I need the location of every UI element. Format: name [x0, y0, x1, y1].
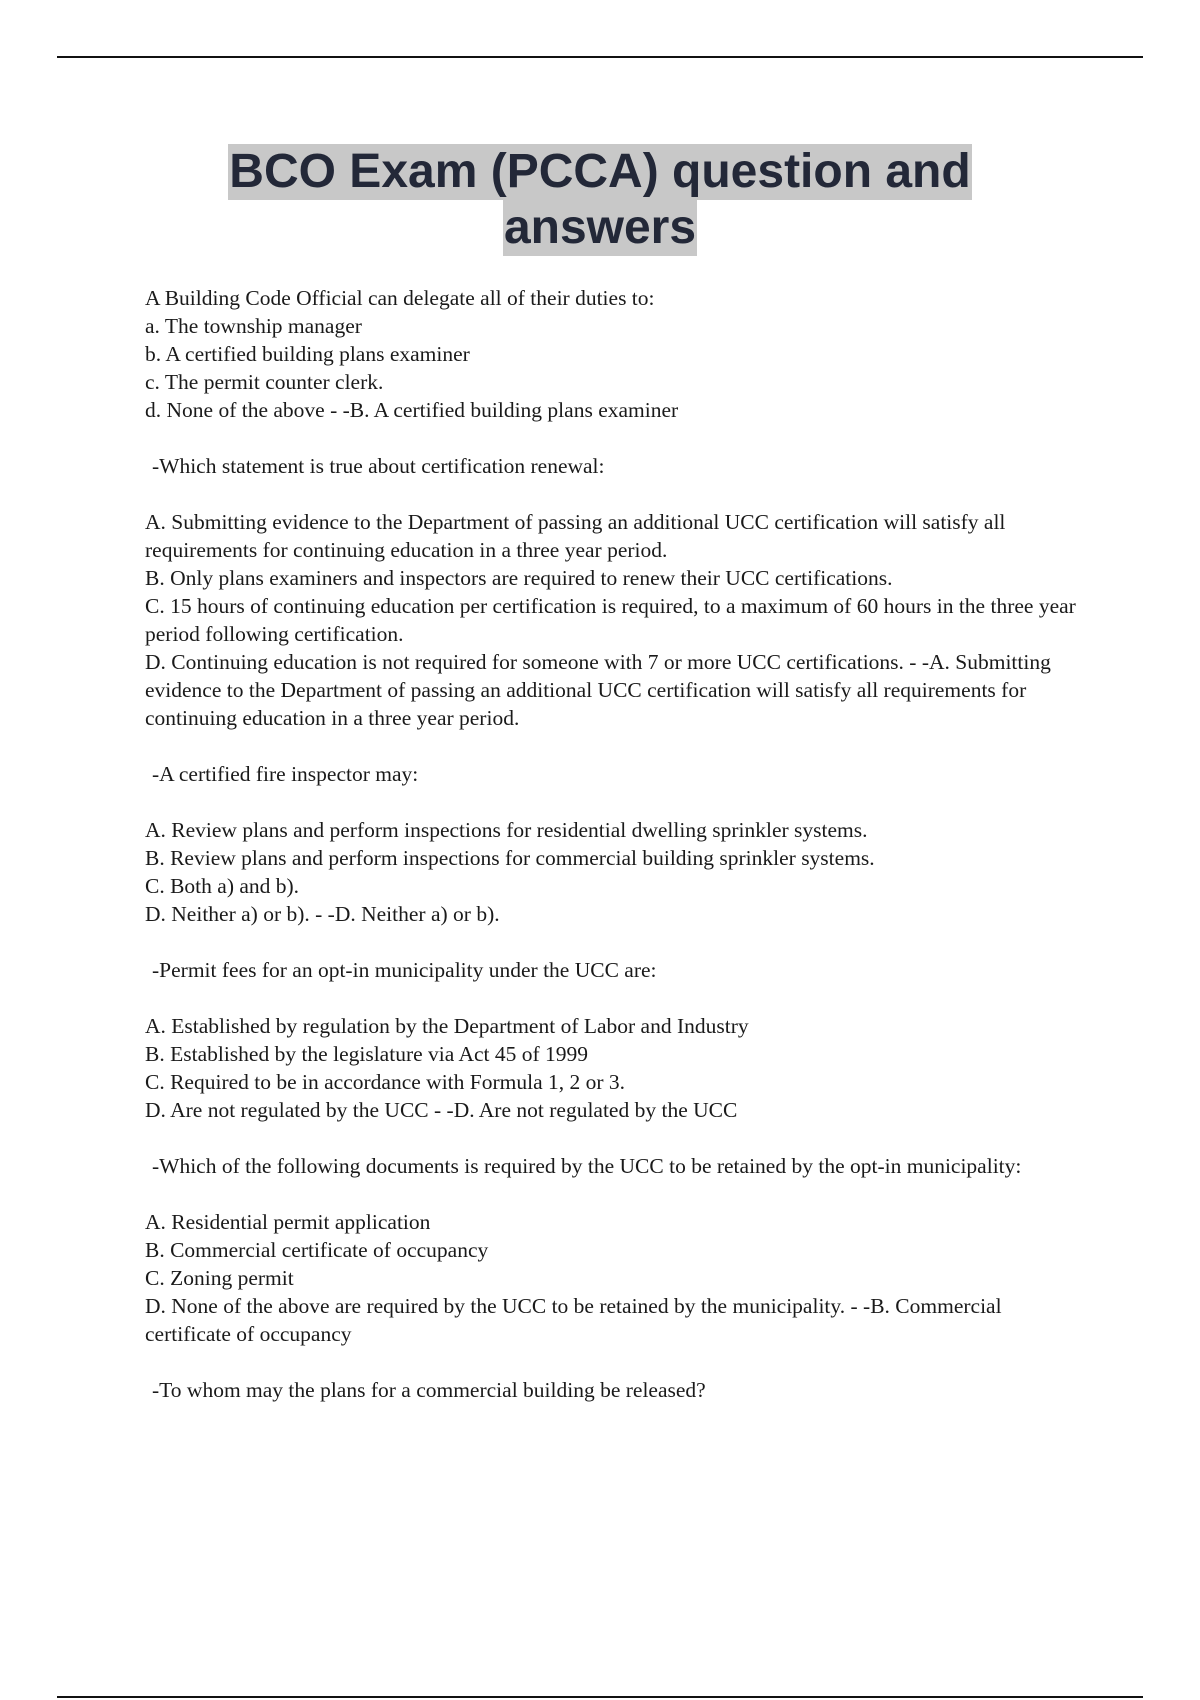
- answer-option-c: C. Both a) and b).: [145, 874, 300, 898]
- answer-option-c: C. Required to be in accordance with Formula 1, 2 or 3.: [145, 1070, 626, 1094]
- question-text: -Which of the following documents is required by the UCC to be retained by the opt-in municipality:: [152, 1154, 1022, 1178]
- bottom-rule: [57, 1696, 1143, 1698]
- question-text: A Building Code Official can delegate all of their duties to:: [145, 286, 655, 310]
- answer-option-b: B. Established by the legislature via Act 45 of 1999: [145, 1042, 589, 1066]
- question-block-3: [145, 760, 1090, 928]
- document-body: [145, 284, 1090, 1404]
- question-text: -A certified fire inspector may:: [152, 762, 419, 786]
- title-line-2: answers: [503, 201, 697, 254]
- answer-option-b: B. Review plans and perform inspections for commercial building sprinkler systems.: [145, 846, 875, 870]
- question-text: -Which statement is true about certification renewal:: [152, 454, 605, 478]
- question-block-4: [145, 956, 1090, 1124]
- answer-option-b: B. Commercial certificate of occupancy: [145, 1238, 489, 1262]
- title-line-1: BCO Exam (PCCA) question and: [229, 145, 971, 198]
- answer-option-c: C. Zoning permit: [145, 1266, 294, 1290]
- answer-option-a: A. Established by regulation by the Department of Labor and Industry: [145, 1014, 749, 1038]
- question-block-6: [145, 1376, 1090, 1404]
- document-title: [0, 144, 1200, 256]
- answer-option-b: B. Only plans examiners and inspectors are required to renew their UCC certifications.: [145, 566, 893, 590]
- answer-option-a: A. Residential permit application: [145, 1210, 431, 1234]
- answer-option-a: A. Submitting evidence to the Department of passing an additional UCC certification will satisfy all requirements for continuing education in a three year period.: [145, 510, 1011, 562]
- question-block-1: [145, 284, 1090, 424]
- answer-option-c: c. The permit counter clerk.: [145, 370, 384, 394]
- answer-option-d: D. Neither a) or b). - -D. Neither a) or b).: [145, 902, 500, 926]
- answer-option-a: a. The township manager: [145, 314, 362, 338]
- question-block-2: [145, 452, 1090, 732]
- answer-option-a: A. Review plans and perform inspections for residential dwelling sprinkler systems.: [145, 818, 868, 842]
- answer-option-d: d. None of the above - -B. A certified building plans examiner: [145, 398, 679, 422]
- answer-option-d: D. Are not regulated by the UCC - -D. Are not regulated by the UCC: [145, 1098, 738, 1122]
- answer-option-d: D. None of the above are required by the UCC to be retained by the municipality. - -B. Commercial certificate of occupancy: [145, 1294, 1007, 1346]
- answer-option-d: D. Continuing education is not required for someone with 7 or more UCC certifications. - -A. Submitting evidence to the Department of passing an additional UCC certification will satisfy all requirements for continuing education in a three year period.: [145, 650, 1057, 730]
- question-block-5: [145, 1152, 1090, 1348]
- answer-option-b: b. A certified building plans examiner: [145, 342, 470, 366]
- question-text: -Permit fees for an opt-in municipality under the UCC are:: [152, 958, 657, 982]
- answer-option-c: C. 15 hours of continuing education per certification is required, to a maximum of 60 hours in the three year period following certification.: [145, 594, 1082, 646]
- question-text: -To whom may the plans for a commercial building be released?: [152, 1378, 706, 1402]
- top-rule: [57, 56, 1143, 58]
